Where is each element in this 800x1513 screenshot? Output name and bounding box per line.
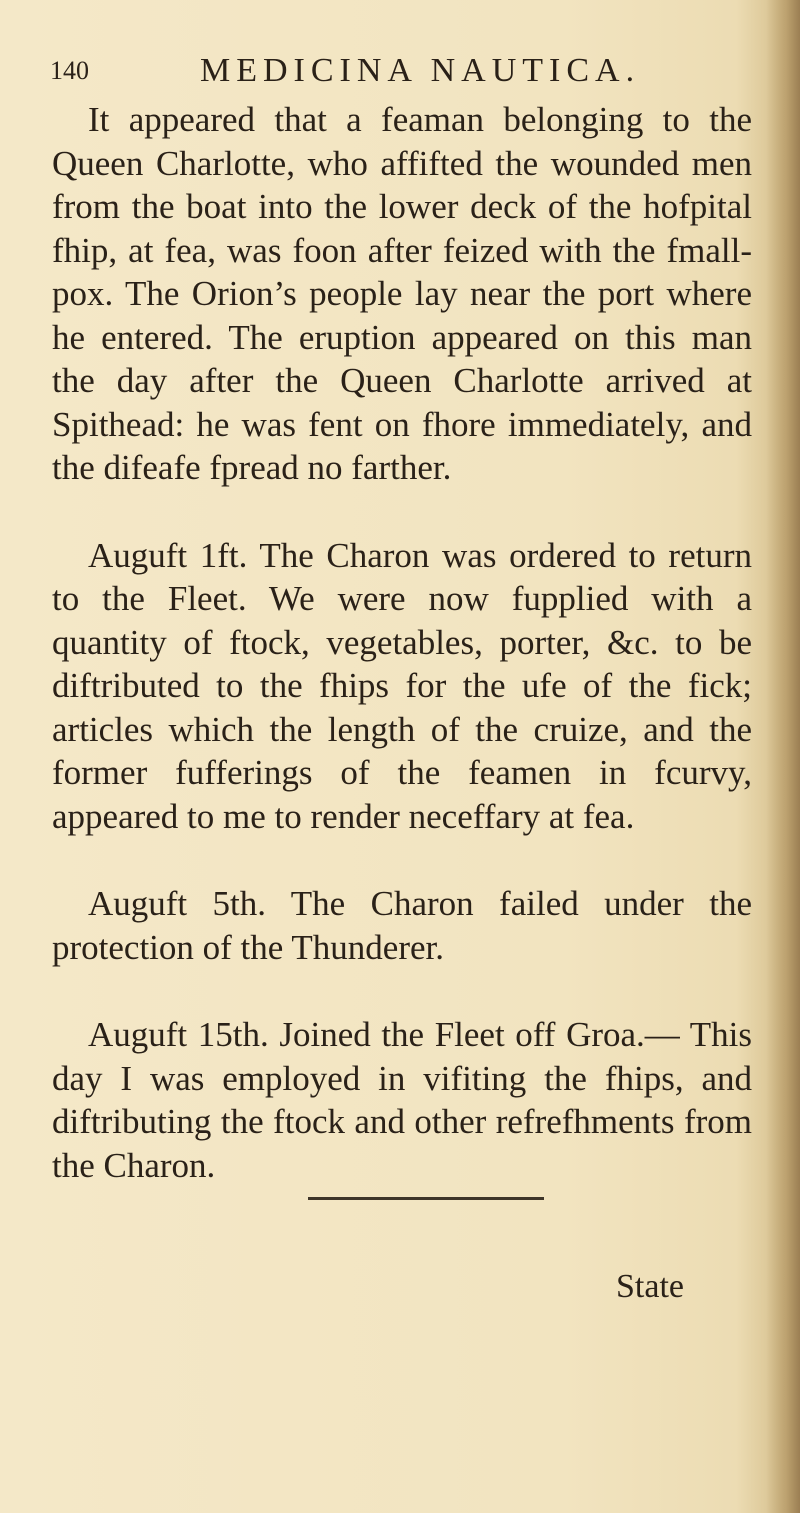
- paragraph-smallpox: It appeared that a feaman belonging to the Queen Charlotte, who affifted the wounded men from the boat into the lower deck of the hofpital fhip, at fea, was foon after feized with the fmall-pox. The Orion’s people lay near the port where he entered. The eruption appeared on this man the day after the Queen Charlotte arrived at Spithead: he was fent on fhore immediately, and the difeafe fpread no farther.: [52, 100, 752, 487]
- paragraph-august-5th: Auguft 5th. The Charon failed under the protection of the Thunderer.: [52, 884, 752, 967]
- paragraph-august-15th: Auguft 15th. Joined the Fleet off Groa.— This day I was employed in vifiting the fhips, and diftributing the ftock and other refrefhments from the Charon.: [52, 1015, 752, 1185]
- catchword: State: [616, 1268, 684, 1305]
- body-text: [52, 98, 752, 1231]
- page-number: 140: [50, 56, 89, 85]
- paragraph-august-1st: Auguft 1ft. The Charon was ordered to return to the Fleet. We were now fupplied with a quantity of ftock, vegetables, porter, &c. to be diftributed to the fhips for the ufe of the fick; articles which the length of the cruize, and the former fufferings of the feamen in fcurvy, appeared to me to render neceffary at fea.: [52, 535, 752, 836]
- page-edge-shadow: [766, 0, 800, 1513]
- running-title: MEDICINA NAUTICA.: [200, 52, 641, 89]
- page-header: [50, 38, 750, 98]
- ornament-rule: [308, 1197, 544, 1200]
